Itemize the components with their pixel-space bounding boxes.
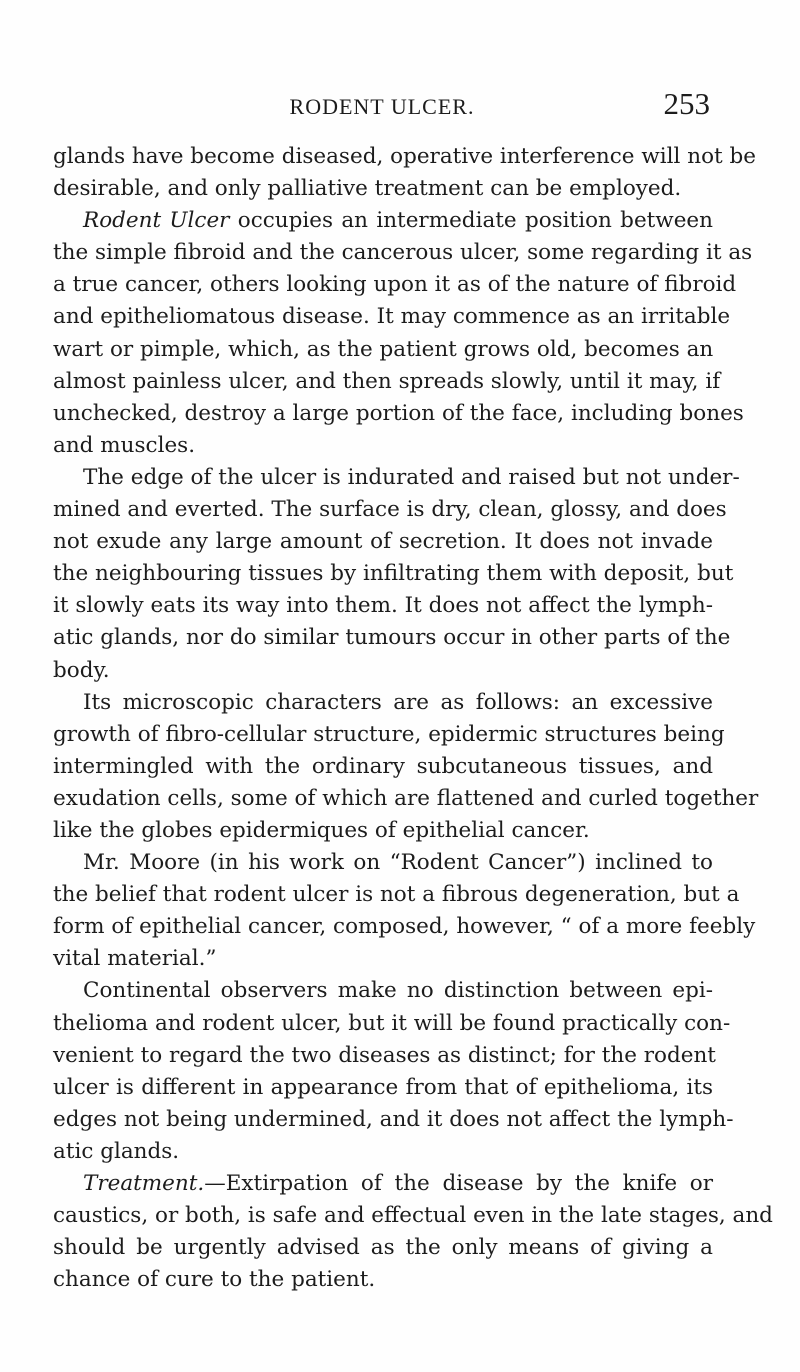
text-line <box>53 1264 713 1296</box>
text-line <box>53 655 713 687</box>
line-text: Continental observers make no distinction between epi- <box>83 978 713 1004</box>
text-line <box>53 1200 773 1232</box>
line-text: and muscles. <box>53 432 196 458</box>
line-text: the neighbouring tissues by infiltrating them with deposit, but <box>53 561 734 587</box>
italic-heading: Rodent Ulcer <box>83 208 230 234</box>
italic-heading: Treatment. <box>83 1171 205 1196</box>
line-text: and epitheliomatous disease. It may commence as an irritable <box>53 304 731 330</box>
line-text: body. <box>53 657 110 683</box>
running-title: RODENT ULCER. <box>289 94 475 119</box>
line-text: thelioma and rodent ulcer, but it will be found practically con- <box>53 1010 731 1036</box>
text-line <box>53 975 713 1007</box>
line-text: form of epithelial cancer, composed, however, “ of a more feebly <box>53 914 756 940</box>
line-text: desirable, and only palliative treatment can be employed. <box>53 176 682 202</box>
text-line <box>53 847 713 879</box>
text-line <box>53 1008 731 1040</box>
line-text: vital material.” <box>53 946 217 972</box>
line-text: not exude any large amount of secretion. It does not invade <box>53 529 713 555</box>
text-line <box>53 879 740 911</box>
text-line <box>53 366 721 398</box>
text-line <box>53 269 737 301</box>
text-line <box>53 334 713 366</box>
text-line <box>53 526 713 558</box>
line-text: wart or pimple, which, as the patient grows old, becomes an <box>53 336 714 362</box>
text-line <box>53 1104 734 1136</box>
text-line <box>53 1040 716 1072</box>
text-line <box>53 141 756 173</box>
line-text: a true cancer, others looking upon it as of the nature of fibroid <box>53 272 737 298</box>
page-number: 253 <box>663 86 710 121</box>
line-text: occupies an intermediate position between <box>229 208 714 234</box>
text-line <box>53 751 713 783</box>
line-text: like the globes epidermiques of epithelial cancer. <box>53 817 590 843</box>
line-text: The edge of the ulcer is indurated and raised but not under- <box>83 464 740 490</box>
text-line <box>53 205 713 237</box>
line-text: Its microscopic characters are as follows: an excessive <box>83 689 713 715</box>
line-text: Mr. Moore (in his work on “Rodent Cancer”) inclined to <box>83 850 713 876</box>
line-text: —Extirpation of the disease by the knife or <box>204 1171 713 1196</box>
page-header <box>54 86 710 126</box>
line-text: unchecked, destroy a large portion of the face, including bones <box>53 400 744 426</box>
text-line <box>53 173 713 205</box>
text-line <box>53 237 753 269</box>
line-text: glands have become diseased, operative interference will not be <box>53 144 756 169</box>
line-text: it slowly eats its way into them. It does not affect the lymph- <box>53 593 713 619</box>
text-line <box>53 430 713 462</box>
line-text: intermingled with the ordinary subcutaneous tissues, and <box>53 753 713 779</box>
text-line <box>53 462 740 494</box>
line-text: atic glands. <box>53 1138 180 1164</box>
line-text: the belief that rodent ulcer is not a fibrous degeneration, but a <box>53 882 740 908</box>
line-text: growth of fibro-cellular structure, epidermic structures being <box>53 721 725 747</box>
line-text: ulcer is different in appearance from that of epithelioma, its <box>53 1074 713 1100</box>
text-line <box>53 911 756 943</box>
text-line <box>53 943 713 975</box>
text-line <box>53 1136 713 1168</box>
line-text: almost painless ulcer, and then spreads slowly, until it may, if <box>53 368 721 394</box>
text-line <box>53 783 759 815</box>
line-text: should be urgently advised as the only means of giving a <box>53 1235 713 1261</box>
text-line <box>53 622 731 654</box>
text-line <box>53 815 713 847</box>
text-line <box>53 590 713 622</box>
body-text <box>53 141 773 1296</box>
line-text: edges not being undermined, and it does not affect the lymph- <box>53 1106 734 1132</box>
line-text: venient to regard the two diseases as distinct; for the rodent <box>53 1042 716 1068</box>
text-line <box>53 494 727 526</box>
text-line <box>53 301 731 333</box>
line-text: mined and everted. The surface is dry, clean, glossy, and does <box>53 497 727 523</box>
line-text: caustics, or both, is safe and effectual even in the late stages, and <box>53 1203 773 1229</box>
text-line <box>53 1232 713 1264</box>
text-line <box>53 687 713 719</box>
line-text: atic glands, nor do similar tumours occur in other parts of the <box>53 625 731 651</box>
text-line <box>53 719 725 751</box>
line-text: the simple fibroid and the cancerous ulcer, some regarding it as <box>53 240 753 266</box>
text-line <box>53 558 734 590</box>
text-line <box>53 1072 713 1104</box>
line-text: exudation cells, some of which are flattened and curled together <box>53 785 759 811</box>
line-text: chance of cure to the patient. <box>53 1267 376 1293</box>
text-line <box>53 1168 713 1200</box>
text-line <box>53 398 744 430</box>
